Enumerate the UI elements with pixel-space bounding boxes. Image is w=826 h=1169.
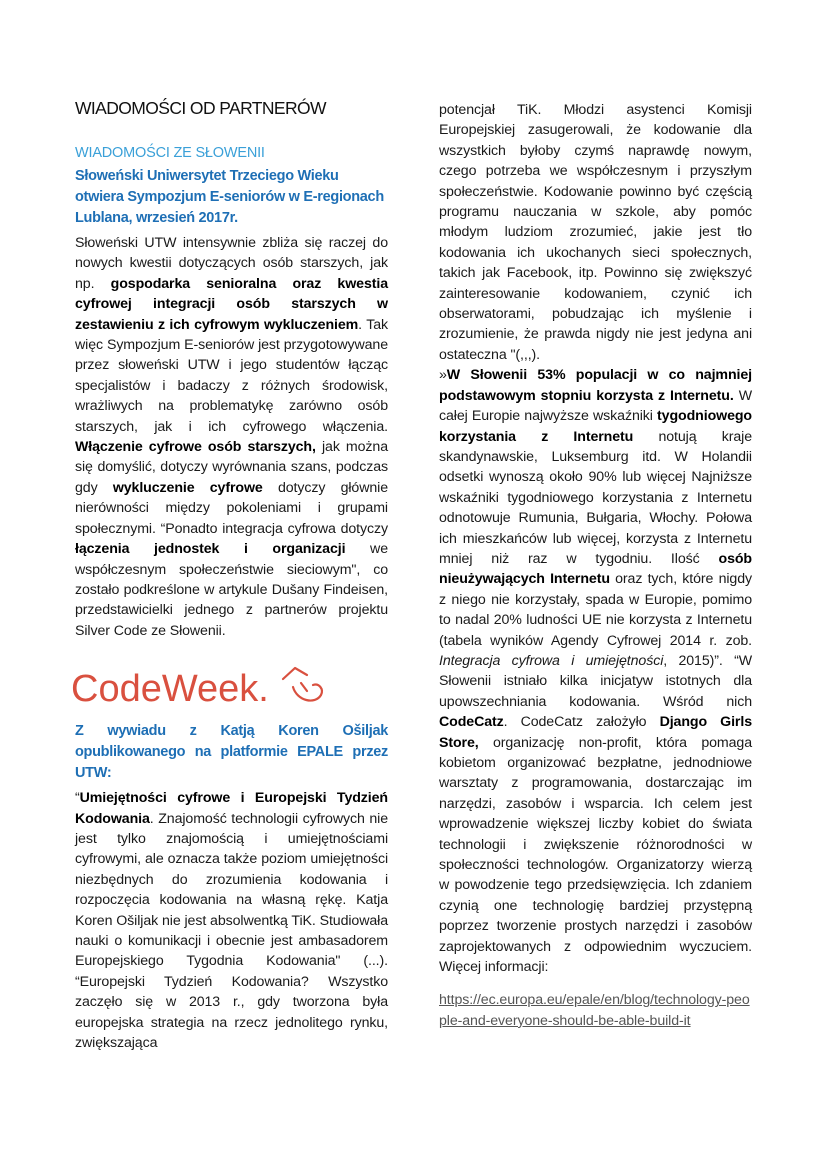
interview-headline: Z wywiadu z Katją Koren Ošiljak opublikowanego na platformie EPALE przez UTW: — [75, 723, 388, 782]
page-title: WIADOMOŚCI OD PARTNERÓW — [75, 98, 326, 118]
slovenia-headline: Słoweński Uniwersytet Trzeciego Wieku otwiera Sympozjum E-seniorów w E-regionach Lublana, wrzesień 2017r. — [75, 168, 384, 226]
slovenia-paragraph: Słoweński UTW intensywnie zbliża się raczej do nowych kwestii dotyczących osób starszych, jak np. gospodarka senioralna oraz kwestia cyfrowej integracji osób starszych w zestawieniu z ich cyfrowym wykluczeniem. Tak więc Sympozjum E-seniorów jest przygotowywane przez słoweński UTW i jego studentów łącząc specjalistów i badaczy z różnych środowisk, wrażliwych na problematykę zarówno osób starszych, jak i ich cyfrowego włączenia. Włączenie cyfrowe osób starszych, jak można się domyślić, dotyczy wyrównania szans, podczas gdy wykluczenie cyfrowe dotyczy głównie nierówności między pokoleniami i grupami społecznymi. “Ponadto integracja cyfrowa dotyczy łączenia jednostek i organizacji we współczesnym społeczeństwie sieciowym", co zostało podkreślone w artykule Dušany Findeisen, przedstawicielki jednego z partnerów projektu Silver Code ze Słowenii. — [75, 235, 389, 639]
slovenia-section-label: WIADOMOŚCI ZE SŁOWENII — [75, 145, 265, 161]
internet-usage-paragraph: »W Słowenii 53% populacji w co najmniej podstawowym stopniu korzysta z Internetu. W całej Europie najwyższe wskaźniki tygodniowego korzystania z Internetu notują kraje skandynawskie, Luksemburg itd. W Holandii odsetki wynoszą około 90% lub więcej Najniższe wskaźniki tygodniowego korzystania z Internetu odnotowuje Rumunia, Bułgaria, Włochy. Połowa ich mieszkańców lub więcej, korzysta z Internetu mniej niż raz w tygodniu. Ilość osób nieużywających Internetu oraz tych, które nigdy z niego nie korzystały, spada w Europie, pomimo to nadal 20% ludności UE nie korzysta z Internetu (tabela wyników Agendy Cyfrowej 2014 r. zob. Integracja cyfrowa i umiejętności, 2015)”. “W Słowenii istniało kilka inicjatyw istotnych dla upowszechniania kodowania. Wśród nich CodeCatz. CodeCatz założyło Django Girls Store, organizację non-profit, która pomaga kobietom organizować bezpłatne, jednodniowe warsztaty z programowania, dostarczając im narzędzi, zasobów i wsparcia. Ich celem jest wprowadzenie większej liczby kobiet do świata technologii i zwiększenie różnorodności w społeczności technologów. Organizatorzy wierzą w powodzenie tego przedsięwzięcia. Ich zdaniem czynią one technologię bardziej przystępną poprzez tworzenie prostych narzędzi i zasobów zaprojektowanych z odpowiednim wyczuciem. Więcej informacji: — [439, 367, 752, 976]
coding-paragraph: potencjał TiK. Młodzi asystenci Komisji Europejskiej zasugerowali, że kodowanie dla wszystkich byłoby czymś naprawdę nowym, czego potrzeba we współczesnym i przyszłym społeczeństwie. Kodowanie powinno być częścią programu nauczania w szkole, aby pomóc młodym ludziom zrozumieć, jakie jest tło kodowania ich ukochanych sieci społecznych, takich jak Facebook, itp. Powinno się zwiększyć zainteresowanie kodowaniem, czynić ich obserwatorami, pobudzając ich myślenie i zrozumienie, że prawda nigdy nie jest jedyna ani ostateczna "(,,,). — [439, 102, 752, 363]
epale-link[interactable]: https://ec.europa.eu/epale/en/blog/technology-people-and-everyone-should-be-able-build-it — [439, 992, 750, 1029]
right-column — [439, 100, 752, 1031]
codeweek-bracket-icon — [283, 668, 322, 701]
codeweek-logo — [71, 665, 388, 711]
interview-paragraph: “Umiejętności cyfrowe i Europejski Tydzień Kodowania. Znajomość technologii cyfrowych nie jest tylko znajomością i umiejętnościami cyfrowymi, ale oznacza także poziom umiejętności niezbędnych do zrozumienia kodowania i rozpoczęcia kodowania na własną rękę. Katja Koren Ošiljak nie jest absolwentką TiK. Studiowała nauki o komunikacji i obecnie jest ambasadorem Europejskiego Tygodnia Kodowania" (...). “Europejski Tydzień Kodowania? Wszystko zaczęło się w 2013 r., gdy tworzona była europejska strategia na rzecz jednolitego rynku, zwiększająca — [75, 790, 388, 1051]
left-column — [71, 98, 389, 1053]
codeweek-logo-text: CodeWeek. — [71, 668, 269, 711]
